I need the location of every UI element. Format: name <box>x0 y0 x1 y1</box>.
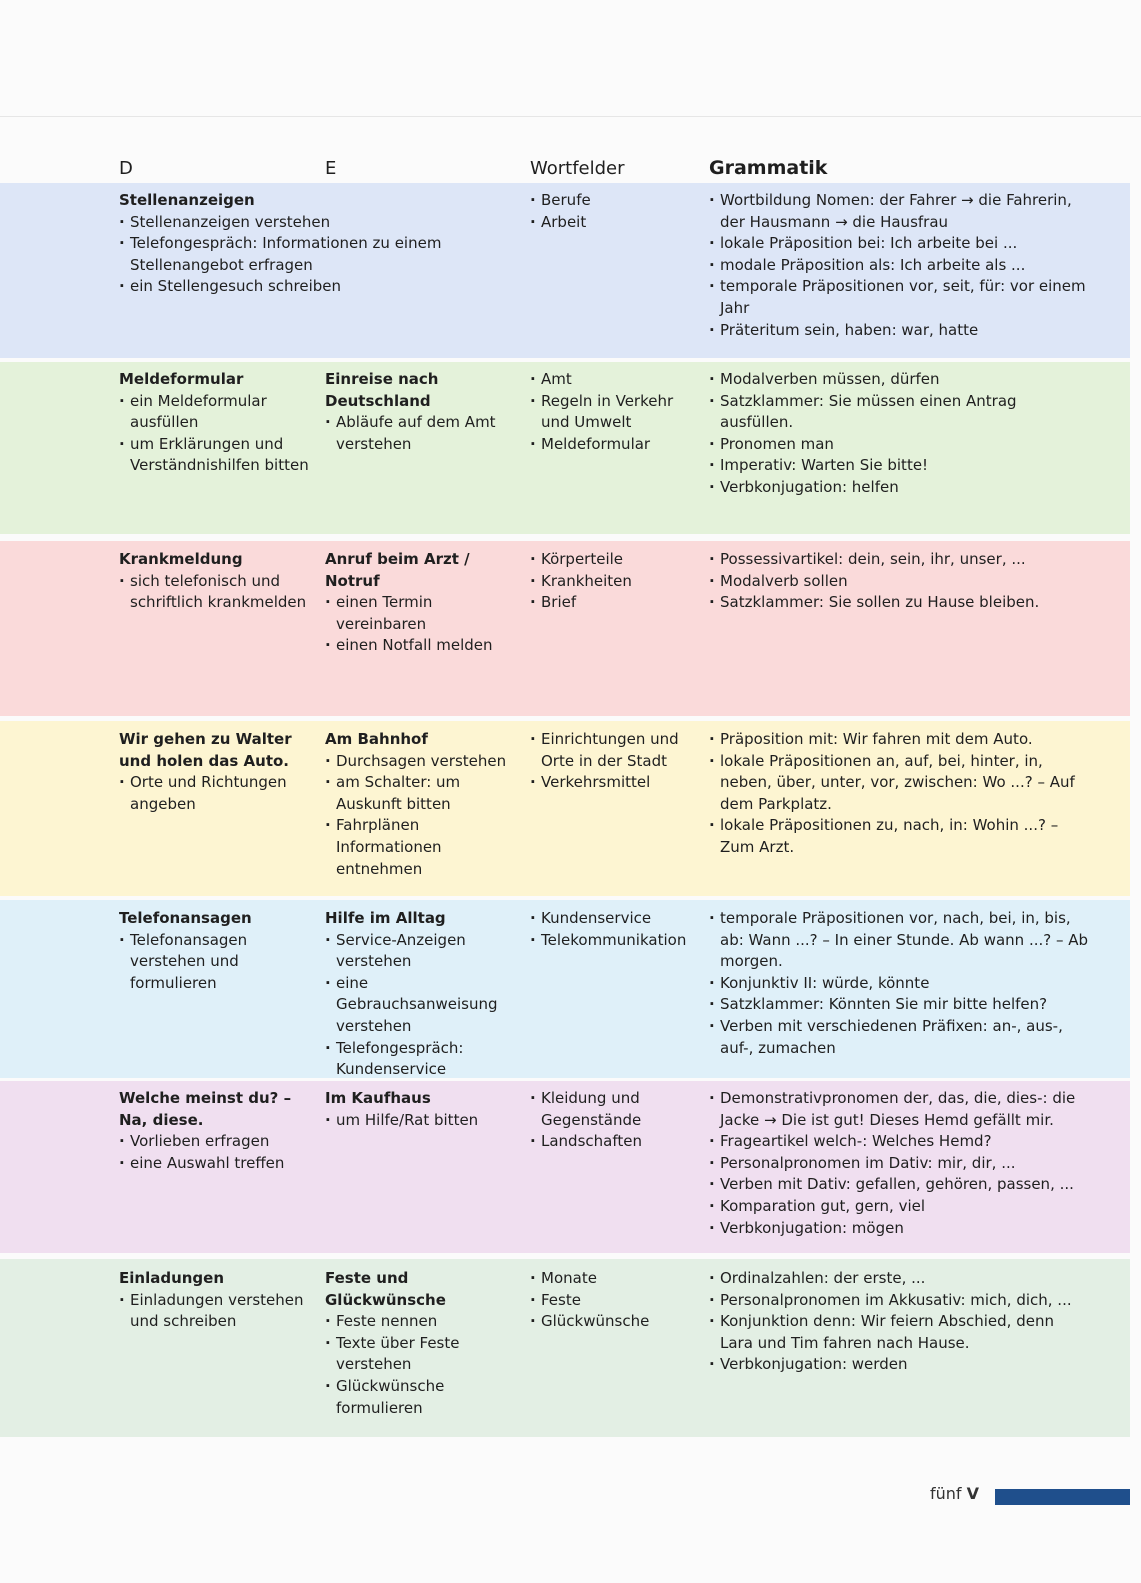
page-number <box>930 1484 979 1503</box>
row-2-w-list <box>530 369 690 455</box>
row-4-e-list <box>325 751 515 881</box>
row-4-w-list <box>530 729 690 794</box>
row-3-d-list <box>119 571 309 614</box>
list-item: · Telefonansagen verstehen und formulieren <box>119 930 309 995</box>
list-item: · Frageartikel welch-: Welches Hemd? <box>709 1131 1089 1153</box>
list-item: · Abläufe auf dem Amt verstehen <box>325 412 515 455</box>
row-4-g-list <box>709 729 1089 859</box>
list-item: · Telekommunikation <box>530 930 690 952</box>
row-7-d <box>119 1268 309 1333</box>
footer-bar <box>995 1489 1130 1505</box>
list-item: · Kleidung und Gegenstände <box>530 1088 690 1131</box>
row-3-w-list <box>530 549 690 614</box>
row-5-d-list <box>119 930 309 995</box>
row-1-d-list <box>119 212 479 298</box>
list-item: · Präteritum sein, haben: war, hatte <box>709 320 1089 342</box>
list-item: · Verbkonjugation: werden <box>709 1354 1089 1376</box>
row-7-w-list <box>530 1268 690 1333</box>
row-5-e-title: Hilfe im Alltag <box>325 909 446 927</box>
list-item: · einen Notfall melden <box>325 635 515 657</box>
row-6-d-list <box>119 1131 309 1174</box>
row-4-e-title: Am Bahnhof <box>325 730 428 748</box>
row-6-wortfelder <box>530 1088 690 1153</box>
list-item: · Telefongespräch: Kundenservice <box>325 1038 515 1081</box>
list-item: · ein Meldeformular ausfüllen <box>119 391 309 434</box>
row-6-d-title: Welche meinst du? – Na, diese. <box>119 1089 292 1129</box>
row-4-d-list <box>119 772 309 815</box>
list-item: · lokale Präposition bei: Ich arbeite bei ... <box>709 233 1089 255</box>
row-5-g-list <box>709 908 1089 1059</box>
header-grammatik: Grammatik <box>709 157 828 179</box>
list-item: · Service-Anzeigen verstehen <box>325 930 515 973</box>
list-item: · Körperteile <box>530 549 690 571</box>
row-1-d-title: Stellenanzeigen <box>119 191 255 209</box>
list-item: · Pronomen man <box>709 434 1089 456</box>
row-6-e <box>325 1088 515 1131</box>
list-item: · modale Präposition als: Ich arbeite als ... <box>709 255 1089 277</box>
list-item: · Durchsagen verstehen <box>325 751 515 773</box>
list-item: · einen Termin vereinbaren <box>325 592 515 635</box>
list-item: · lokale Präpositionen zu, nach, in: Wohin ...? – Zum Arzt. <box>709 815 1089 858</box>
row-7-e <box>325 1268 515 1419</box>
list-item: · Krankheiten <box>530 571 690 593</box>
row-7-e-list <box>325 1311 515 1419</box>
list-item: · Ordinalzahlen: der erste, ... <box>709 1268 1089 1290</box>
list-item: · Imperativ: Warten Sie bitte! <box>709 455 1089 477</box>
list-item: · temporale Präpositionen vor, nach, bei, in, bis, ab: Wann ...? – In einer Stunde. Ab wann ...? – Ab morgen. <box>709 908 1089 973</box>
list-item: · Satzklammer: Sie müssen einen Antrag ausfüllen. <box>709 391 1089 434</box>
row-6-e-list <box>325 1110 515 1132</box>
page-number-word: fünf <box>930 1484 962 1503</box>
list-item: · um Hilfe/Rat bitten <box>325 1110 515 1132</box>
list-item: · Verkehrsmittel <box>530 772 690 794</box>
row-4-grammatik <box>709 729 1089 859</box>
row-1-grammatik <box>709 190 1089 341</box>
list-item: · Glückwünsche formulieren <box>325 1376 515 1419</box>
list-item: · am Schalter: um Auskunft bitten <box>325 772 515 815</box>
list-item: · Modalverben müssen, dürfen <box>709 369 1089 391</box>
list-item: · Telefongespräch: Informationen zu einem Stellenangebot erfragen <box>119 233 479 276</box>
row-6-e-title: Im Kaufhaus <box>325 1089 431 1107</box>
row-4-d-title: Wir gehen zu Walter und holen das Auto. <box>119 730 292 770</box>
list-item: · Komparation gut, gern, viel <box>709 1196 1089 1218</box>
row-5-w-list <box>530 908 690 951</box>
row-7-d-title: Einladungen <box>119 1269 225 1287</box>
list-item: · temporale Präpositionen vor, seit, für: vor einem Jahr <box>709 276 1089 319</box>
list-item: · Personalpronomen im Akkusativ: mich, dich, ... <box>709 1290 1089 1312</box>
row-2-grammatik <box>709 369 1089 499</box>
row-3-g-list <box>709 549 1089 614</box>
list-item: · Berufe <box>530 190 690 212</box>
list-item: · Präposition mit: Wir fahren mit dem Auto. <box>709 729 1089 751</box>
row-5-e-list <box>325 930 515 1081</box>
row-7-grammatik <box>709 1268 1089 1376</box>
list-item: · eine Gebrauchsanweisung verstehen <box>325 973 515 1038</box>
list-item: · Konjunktion denn: Wir feiern Abschied, denn Lara und Tim fahren nach Hause. <box>709 1311 1089 1354</box>
row-3-e-title: Anruf beim Arzt / Notruf <box>325 550 470 590</box>
list-item: · Verbkonjugation: mögen <box>709 1218 1089 1240</box>
top-divider <box>0 116 1141 117</box>
list-item: · Meldeformular <box>530 434 690 456</box>
row-3-wortfelder <box>530 549 690 614</box>
row-5-wortfelder <box>530 908 690 951</box>
header-wortfelder: Wortfelder <box>530 158 625 179</box>
header-d: D <box>119 158 133 179</box>
list-item: · Landschaften <box>530 1131 690 1153</box>
row-7-e-title: Feste und Glückwünsche <box>325 1269 446 1309</box>
row-2-e <box>325 369 515 455</box>
list-item: · Texte über Feste verstehen <box>325 1333 515 1376</box>
page-number-roman: V <box>966 1484 980 1503</box>
list-item: · Fahrplänen Informationen entnehmen <box>325 815 515 880</box>
row-2-d-list <box>119 391 309 477</box>
row-6-g-list <box>709 1088 1089 1239</box>
list-item: · Amt <box>530 369 690 391</box>
list-item: · Verben mit Dativ: gefallen, gehören, passen, ... <box>709 1174 1089 1196</box>
row-3-e-list <box>325 592 515 657</box>
row-1-wortfelder <box>530 190 690 233</box>
row-4-d <box>119 729 309 815</box>
row-1-g-list <box>709 190 1089 341</box>
list-item: · Glückwünsche <box>530 1311 690 1333</box>
row-5-grammatik <box>709 908 1089 1059</box>
list-item: · Brief <box>530 592 690 614</box>
row-2-wortfelder <box>530 369 690 455</box>
row-4-e <box>325 729 515 880</box>
row-5-d <box>119 908 309 994</box>
row-7-g-list <box>709 1268 1089 1376</box>
list-item: · Feste nennen <box>325 1311 515 1333</box>
row-7-wortfelder <box>530 1268 690 1333</box>
list-item: · Einrichtungen und Orte in der Stadt <box>530 729 690 772</box>
list-item: · Verben mit verschiedenen Präfixen: an-, aus-, auf-, zumachen <box>709 1016 1089 1059</box>
list-item: · Feste <box>530 1290 690 1312</box>
header-e: E <box>325 158 337 179</box>
list-item: · Satzklammer: Sie sollen zu Hause bleiben. <box>709 592 1089 614</box>
list-item: · Einladungen verstehen und schreiben <box>119 1290 309 1333</box>
list-item: · Possessivartikel: dein, sein, ihr, unser, ... <box>709 549 1089 571</box>
list-item: · Regeln in Verkehr und Umwelt <box>530 391 690 434</box>
row-6-grammatik <box>709 1088 1089 1239</box>
list-item: · um Erklärungen und Verständnishilfen bitten <box>119 434 309 477</box>
list-item: · Stellenanzeigen verstehen <box>119 212 479 234</box>
list-item: · Personalpronomen im Dativ: mir, dir, ... <box>709 1153 1089 1175</box>
list-item: · Wortbildung Nomen: der Fahrer → die Fahrerin, der Hausmann → die Hausfrau <box>709 190 1089 233</box>
row-3-e <box>325 549 515 657</box>
list-item: · Satzklammer: Könnten Sie mir bitte helfen? <box>709 994 1089 1016</box>
row-2-g-list <box>709 369 1089 499</box>
list-item: · eine Auswahl treffen <box>119 1153 309 1175</box>
list-item: · lokale Präpositionen an, auf, bei, hinter, in, neben, über, unter, vor, zwischen: Wo ...? – Auf dem Parkplatz. <box>709 751 1089 816</box>
list-item: · Kundenservice <box>530 908 690 930</box>
row-2-e-list <box>325 412 515 455</box>
list-item: · ein Stellengesuch schreiben <box>119 276 479 298</box>
row-5-d-title: Telefonansagen <box>119 909 252 927</box>
row-1-d <box>119 190 479 298</box>
list-item: · Modalverb sollen <box>709 571 1089 593</box>
row-4-wortfelder <box>530 729 690 794</box>
row-3-grammatik <box>709 549 1089 614</box>
row-5-e <box>325 908 515 1081</box>
list-item: · Arbeit <box>530 212 690 234</box>
list-item: · Demonstrativpronomen der, das, die, dies-: die Jacke → Die ist gut! Dieses Hemd gefällt mir. <box>709 1088 1089 1131</box>
row-1-w-list <box>530 190 690 233</box>
list-item: · Konjunktiv II: würde, könnte <box>709 973 1089 995</box>
row-3-d-title: Krankmeldung <box>119 550 243 568</box>
row-2-e-title: Einreise nach Deutschland <box>325 370 439 410</box>
row-2-d <box>119 369 309 477</box>
list-item: · Vorlieben erfragen <box>119 1131 309 1153</box>
row-2-d-title: Meldeformular <box>119 370 244 388</box>
list-item: · Orte und Richtungen angeben <box>119 772 309 815</box>
list-item: · Monate <box>530 1268 690 1290</box>
row-6-d <box>119 1088 309 1174</box>
row-7-d-list <box>119 1290 309 1333</box>
row-6-w-list <box>530 1088 690 1153</box>
list-item: · sich telefonisch und schriftlich krankmelden <box>119 571 309 614</box>
list-item: · Verbkonjugation: helfen <box>709 477 1089 499</box>
row-3-d <box>119 549 309 614</box>
